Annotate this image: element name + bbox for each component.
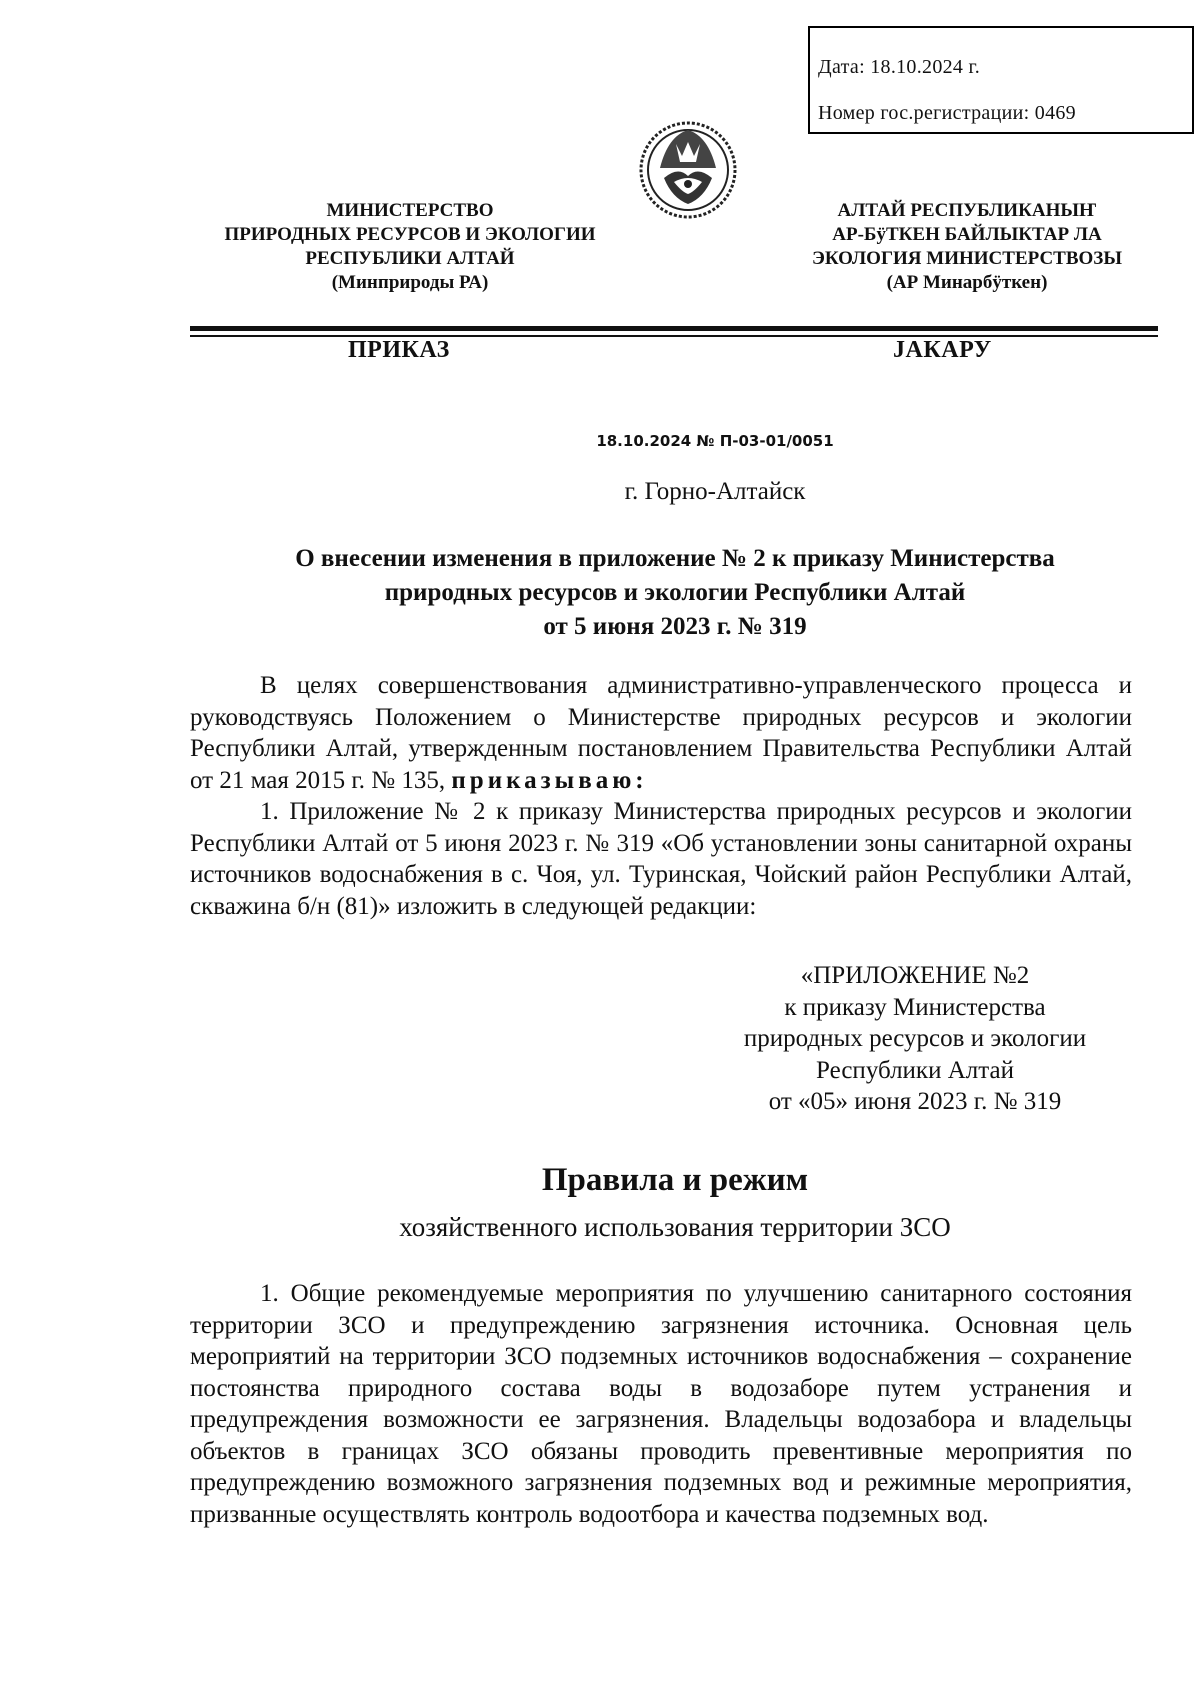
- section-1-paragraph: 1. Общие рекомендуемые мероприятия по улучшению санитарного состояния территории ЗСО и предупреждению загрязнения источника. Основная цель мероприятий на территории ЗСО подземных источников водоснабжения – сохранение постоянства природного состава воды в водозаборе путем устранения и предупреждения возможности ее загрязнения. Владельцы водозабора и владельцы объектов в границах ЗСО обязаны проводить превентивные мероприятия по предупреждению возможного загрязнения подземных вод и режимные мероприятия, призванные осуществлять контроль водоотбора и качества подземных вод.: [190, 1280, 1132, 1528]
- document-title: [190, 542, 1160, 644]
- rules-title: Правила и режим: [541, 1162, 809, 1198]
- rules-subtitle: хозяйственного использования территории ЗСО: [399, 1212, 951, 1242]
- registration-number-label: Номер гос.регистрации:: [818, 102, 1030, 124]
- coat-of-arms-icon: [638, 118, 738, 222]
- preamble-paragraph: [190, 670, 1132, 796]
- ministry-right-line-3: ЭКОЛОГИЯ МИНИСТЕРСТВОЗЫ: [811, 248, 1122, 269]
- registration-number: [818, 90, 1192, 136]
- document-title-line-2: природных ресурсов и экологии Республики Алтай: [384, 579, 966, 606]
- appendix-heading: [700, 960, 1130, 1118]
- ministry-right-line-2: АР-БÿТКЕН БАЙЛЫКТАР ЛА: [832, 224, 1102, 245]
- ministry-left-line-1: МИНИСТЕРСТВО: [326, 200, 494, 221]
- registration-box: [808, 26, 1194, 134]
- order-number: 18.10.2024 № П-03-01/0051: [596, 432, 834, 450]
- order-city: г. Горно-Алтайск: [624, 478, 806, 505]
- header-divider-thin: [190, 335, 1158, 337]
- document-title-line-1: О внесении изменения в приложение № 2 к приказу Министерства: [295, 545, 1055, 572]
- appendix-line-3: природных ресурсов и экологии: [743, 1025, 1087, 1052]
- order-word-russian: ПРИКАЗ: [348, 337, 450, 363]
- header-divider-thick: [190, 326, 1158, 331]
- registration-date-label: Дата:: [818, 56, 865, 78]
- appendix-line-1: «ПРИЛОЖЕНИЕ №2: [800, 962, 1030, 989]
- order-directive: приказываю:: [451, 766, 648, 794]
- ministry-name-russian: [180, 199, 640, 295]
- appendix-line-4: Республики Алтай: [816, 1056, 1014, 1084]
- ministry-left-line-3: РЕСПУБЛИКИ АЛТАЙ: [305, 248, 515, 269]
- preamble-text: В целях совершенствования административно-управленческого процесса и руководствуясь Положением о Министерстве природных ресурсов и экологии Республики Алтай, утвержденным постановлением Правительства Республики Алтай от 21 мая 2015 г. № 135,: [190, 672, 1132, 794]
- registration-date: [818, 44, 1192, 90]
- ministry-right-line-1: АЛТАЙ РЕСПУБЛИКАНЫҤ: [837, 200, 1097, 221]
- order-word-altai: JАКАРУ: [893, 337, 992, 363]
- registration-date-value: 18.10.2024 г.: [870, 56, 981, 78]
- ministry-left-line-2: ПРИРОДНЫХ РЕСУРСОВ И ЭКОЛОГИИ: [224, 224, 596, 245]
- ministry-left-line-4: (Минприроды РА): [331, 272, 489, 293]
- clause-1-paragraph: 1. Приложение № 2 к приказу Министерства природных ресурсов и экологии Республики Алтай от 5 июня 2023 г. № 319 «Об установлении зоны санитарной охраны источников водоснабжения в с. Чоя, ул. Туринская, Чойский район Республики Алтай, скважина б/н (81)» изложить в следующей редакции:: [190, 798, 1132, 920]
- registration-number-value: 0469: [1034, 102, 1076, 124]
- appendix-line-5: от «05» июня 2023 г. № 319: [768, 1088, 1062, 1115]
- appendix-line-2: к приказу Министерства: [784, 993, 1046, 1021]
- order-body: [190, 670, 1132, 922]
- ministry-name-altai: [762, 199, 1172, 295]
- coat-of-arms-emblem: [638, 118, 738, 222]
- section-1: [190, 1278, 1132, 1530]
- document-title-line-3: от 5 июня 2023 г. № 319: [543, 613, 807, 640]
- ministry-right-line-4: (АР Минарбÿткен): [886, 272, 1048, 293]
